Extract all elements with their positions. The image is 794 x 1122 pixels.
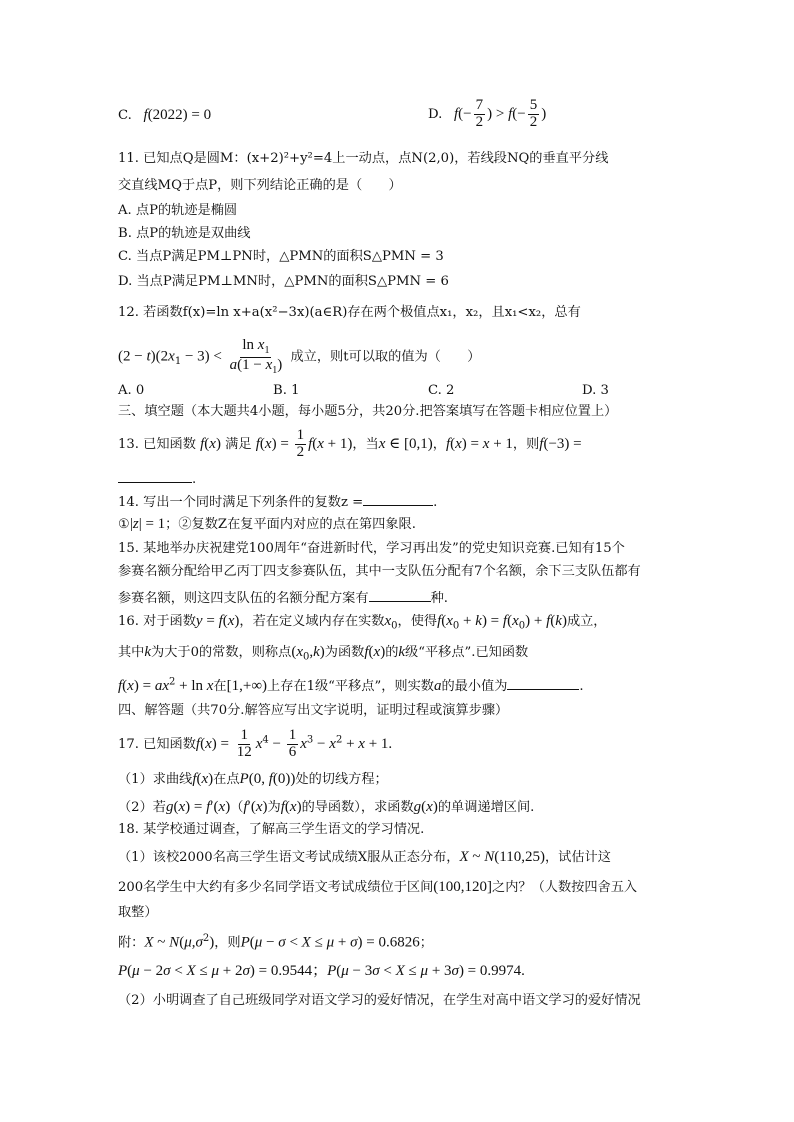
q16-text: 其中 [118, 645, 145, 660]
q12-stem-tail: 成立，则t可以取的值为（ ） [290, 349, 481, 365]
q18-text: 之内？（人数按四舍五入 [492, 880, 638, 895]
q16-text: ，若在定义域内存在实数 [239, 614, 385, 629]
q16-text: 的最小值为 [441, 679, 508, 694]
option-label: D. [428, 106, 443, 122]
q17-text: 的导函数），求函数 [301, 800, 414, 815]
q10-option-d: D. f(− $\frac{7}{2}$ ) > f(− $\frac{5}{2}$ ) [428, 97, 547, 130]
q12-stem-line1: 12. 若函数f(x)=ln x+a(x²−3x)(a∈R)存在两个极值点x₁，x₂，且x₁<x₂，总有 [118, 305, 581, 320]
q16-text: ，使得 [397, 614, 438, 629]
q12-option-a: A. 0 [118, 383, 145, 398]
q16-text: 为函数 [324, 645, 365, 660]
section-3-heading: 三、填空题（本大题共4小题，每小题5分，共20分.把答案填写在答题卡相应位置上） [118, 404, 618, 419]
q16-text: 的 [385, 645, 399, 660]
q12-option-c: C. 2 [428, 383, 455, 398]
q13-text: ， [432, 436, 446, 452]
q11-option-d: D. 当点P满足PM⊥MN时，△PMN的面积S△PMN = 6 [118, 274, 449, 289]
q17-text: （1）求曲线 [118, 772, 193, 787]
q18-text: 200名学生中大约有多少名同学语文考试成绩位于区间 [118, 880, 434, 895]
q18-part1-line2: 200名学生中大约有多少名同学语文考试成绩位于区间(100,120]之内？（人数按四舍五入 [118, 879, 638, 895]
q16-text: 成立， [566, 614, 607, 629]
q12-stem-line2: $(2 - t)(2x_1 - 3)$ < $\frac{\ln x_1}{a(1 - x_1)}$ 成立，则t可以取的值为（ ） [118, 337, 481, 376]
q18-text: （1）该校2000名高三学生语文考试成绩X服从正态分布， [118, 850, 460, 865]
q18-text: ，则 [214, 935, 241, 951]
q16-answer-blank[interactable] [507, 675, 579, 690]
q14-text: 14. 写出一个同时满足下列条件的复数z = [118, 495, 364, 510]
q18-part1-line1: （1）该校2000名高三学生语文考试成绩X服从正态分布，X ~ N(110,25)，试估计这 [118, 849, 611, 865]
q13-text: ，当 [352, 436, 379, 452]
q17-text: 处的切线方程； [295, 772, 388, 787]
q17-stem: 17. 已知函数f(x) = $\frac{1}{12}$ $x^4$ − $\frac{1}{6}$ $x^3 - x^2 + x + 1$. [118, 727, 393, 760]
q18-text: ，试估计这 [544, 850, 611, 865]
q15-line3 [118, 587, 448, 607]
q16-text: 在 [213, 679, 227, 694]
q14-answer-blank[interactable] [363, 491, 433, 506]
q12-option-d: D. 3 [582, 383, 609, 398]
q11-option-c: C. 当点P满足PM⊥PN时，△PMN的面积S△PMN = 3 [118, 249, 444, 264]
q15-line2: 参赛名额分配给甲乙丙丁四支参赛队伍，其中一支队伍分配有7个名额，余下三支队伍都有 [118, 564, 641, 579]
q13-line1: 13. 已知函数 f(x) 满足 f(x) = $\frac{1}{2}$ f(x + 1)，当x ∈ [0,1)，f(x) = x + 1，则f(−3) = [118, 427, 582, 460]
q18-text: ； [419, 935, 433, 951]
q11-option-b: B. 点P的轨迹是双曲线 [118, 226, 251, 241]
q13-text: 满足 [225, 436, 252, 452]
q15-text: 参赛名额，则这四支队伍的名额分配方案有 [118, 591, 369, 606]
q17-text: 17. 已知函数 [118, 736, 196, 752]
q17-text: （2）若 [118, 800, 166, 815]
q16-line3: $f(x) = ax^2 + \ln x$在[1,+∞)上存在1级“平移点”，则实数a的最小值为 . [118, 676, 584, 694]
q18-part2: （2）小明调查了自己班级同学对语文学习的爱好情况，在学生对高中语文学习的爱好情况 [118, 993, 641, 1008]
q13-text: 13. 已知函数 [118, 436, 196, 452]
q12-option-b: B. 1 [273, 383, 300, 398]
q15-answer-blank[interactable] [369, 587, 431, 602]
q14-line2: ①|z| = 1；②复数Z在复平面内对应的点在第四象限. [118, 516, 416, 532]
q14-line1: 14. 写出一个同时满足下列条件的复数z = . [118, 491, 437, 511]
q17-text: 在点 [213, 772, 240, 787]
q18-appendix-line2: P(μ − 2σ < X ≤ μ + 2σ) = 0.9544；P(μ − 3σ < X ≤ μ + 3σ) = 0.9974. [118, 963, 525, 979]
q11-stem-line1: 11. 已知点Q是圆M：(x+2)²+y²=4上一动点，点N(2,0)，若线段NQ的垂直平分线 [118, 151, 609, 166]
q13-text: ，则 [512, 436, 540, 452]
q18-intro: 18. 某学校通过调查，了解高三学生语文的学习情况. [118, 822, 425, 837]
q16-text: 上存在1级“平移点”，则实数 [267, 679, 434, 694]
q17-text: 为 [267, 800, 281, 815]
q14-text: ① [118, 517, 130, 532]
q16-text: 级“平移点”.已知函数 [405, 645, 529, 660]
q14-text: ；②复数Z在复平面内对应的点在第四象限. [165, 517, 416, 532]
q10-option-c: C. f(2022) = 0 [118, 107, 212, 123]
q17-text: （ [230, 800, 244, 815]
q17-text: 的单调递增区间. [437, 800, 535, 815]
q11-option-a: A. 点P的轨迹是椭圆 [118, 203, 238, 218]
q15-line1: 15. 某地举办庆祝建党100周年“奋进新时代，学习再出发”的党史知识竞赛.已知有15个 [118, 541, 625, 556]
q16-text: . [579, 679, 584, 694]
q16-line2: 其中k为大于0的常数，则称点$(x_0,k)$为函数f(x)的k级“平移点”.已知函数 [118, 644, 529, 663]
q18-part1-line3: 取整） [118, 905, 158, 920]
q17-part2: （2）若g(x) = f′(x)（f′(x)为f(x)的导函数），求函数g(x)的单调递增区间. [118, 799, 535, 815]
q15-text: 种. [430, 591, 448, 606]
option-label: C. [118, 108, 132, 123]
q18-appendix-line1: 附：X ~ $N(\mu,\sigma^2)$，则P(μ − σ < X ≤ μ + σ) = 0.6826； [118, 933, 433, 951]
q17-part1: （1）求曲线f(x)在点P(0, f(0))处的切线方程； [118, 771, 388, 787]
q11-stem-line2: 交直线MQ于点P，则下列结论正确的是（ ） [118, 178, 402, 193]
q18-text: 附： [118, 935, 145, 951]
section-4-heading: 四、解答题（共70分.解答应写出文字说明，证明过程或演算步骤） [118, 703, 509, 718]
q16-text: 16. 对于函数 [118, 614, 196, 629]
q16-line1: 16. 对于函数y = f(x)，若在定义域内存在实数$x_0$，使得$f(x_0 + k) = f(x_0) + f(k)$成立， [118, 613, 607, 632]
q16-text: 为大于0的常数，则称点 [151, 645, 292, 660]
q13-answer-blank[interactable]: . [118, 468, 196, 488]
